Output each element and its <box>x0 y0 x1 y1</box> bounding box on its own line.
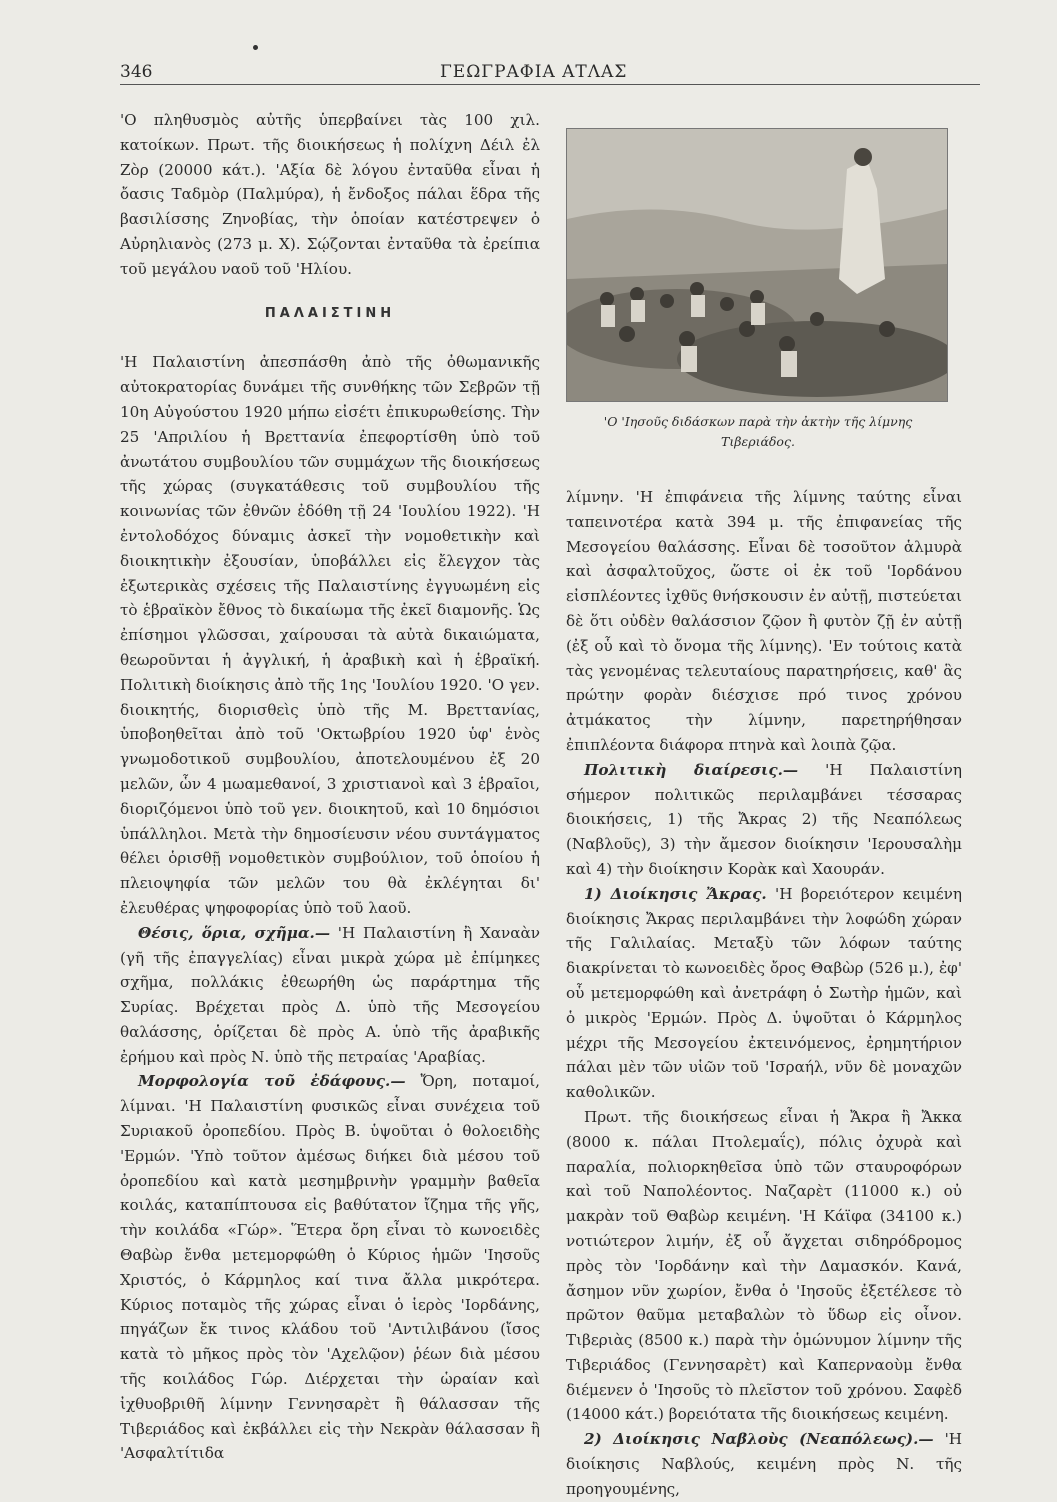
caption-line-2: Τιβεριάδος. <box>721 434 795 449</box>
paragraph-nablous <box>566 1427 962 1501</box>
paragraph-position <box>120 921 540 1070</box>
left-column <box>120 108 540 1466</box>
page-number: 346 <box>120 62 153 82</box>
right-column <box>566 485 962 1502</box>
paragraph-admin-division <box>566 758 962 882</box>
paragraph-morphology <box>120 1069 540 1466</box>
paragraph-mandate: 'Η Παλαιστίνη ἀπεσπάσθη ἀπὸ τῆς ὀθωμανικῆς αὐτοκρατορίας δυνάμει τῆς συνθήκης τῶν Σεβρῶν τῇ 10η Αὐγούστου 1920 μήπω εἰσέτι ἐπικυρωθείσης. Τὴν 25 'Απριλίου ἡ Βρεττανία ἐπεφορτίσθη ὑπὸ τοῦ ἀνωτάτου συμβουλίου τῶν συμμάχων τῆς διοικήσεως τῆς χώρας (συγκατάθεσις τοῦ συμβουλίου τῆς κοινωνίας τῶν ἐθνῶν ἐδόθη τῇ 24 'Ιουλίου 1922). 'Η ἐντολοδόχος δύναμις ἀσκεῖ τὴν νομοθετικὴν καὶ διοικητικὴν ἐξουσίαν, ὑποβάλλει εἰς ἔλεγχον τὰς ἐξωτερικὰς σχέσεις τῆς Παλαιστίνης ἐγγυωμένη εἰς τὸ ἑβραϊκὸν ἔθνος τὸ δικαίωμα τῆς ἐκεῖ διαμονῆς. Ὡς ἐπίσημοι γλῶσσαι, χαίρουσαι τὰ αὐτὰ δικαιώματα, θεωροῦνται ἡ ἀγγλική, ἡ ἀραβικὴ καὶ ἡ ἑβραϊκή. Πολιτικὴ διοίκησις ἀπὸ τῆς 1ης 'Ιουλίου 1920. 'Ο γεν. διοικητής, διορισθεὶς ὑπὸ τῆς Μ. Βρεττανίας, ὑποβοηθεῖται ἀπὸ τοῦ 'Οκτωβρίου 1920 ὑφ' ἑνὸς γνωμοδοτικοῦ συμβουλίου, ἀποτελουμένου ἐξ 20 μελῶν, ὧν 4 μωαμεθανοί, 3 χριστιανοὶ καὶ 3 ἑβραῖοι, διοριζόμενοι ὑπὸ τοῦ γεν. διοικητοῦ, καὶ 10 δημόσιοι ὑπάλληλοι. Μετὰ τὴν δημοσίευσιν νέου συντάγματος θέλει ὁρισθῇ νομοθετικὸν συμβούλιον, τοῦ ὁποίου ἡ πλειοψηφία τῶν μελῶν του θὰ ἐκλέγηται δι' ἐλευθέρας ψηφοφορίας ὑπὸ τοῦ λαοῦ. <box>120 353 540 917</box>
print-speck <box>253 45 258 50</box>
subheading-position: Θέσις, ὅρια, σχῆμα.— <box>138 923 331 942</box>
paragraph-admin-division-body: 'Η Παλαιστίνη σήμερον πολιτικῶς περιλαμβάνει τέσσαρας διοικήσεις, 1) τῆς Ἄκρας 2) τῆς Νεαπόλεως (Ναβλοῦς), 3) τὴν ἄμεσον διοίκησιν 'Ιερουσαλὴμ καὶ 4) τὴν διοίκησιν Κορὰκ καὶ Χαουράν. <box>566 760 962 878</box>
illustration-jesus-teaching <box>566 128 948 402</box>
subheading-nablous: 2) Διοίκησις Ναβλοὺς (Νεαπόλεως).— <box>584 1430 934 1449</box>
paragraph-position-body: 'Η Παλαιστίνη ἢ Χαναὰν (γῆ τῆς ἐπαγγελίας) εἶναι μικρὰ χώρα μὲ ἐπίμηκες σχῆμα, πολλάκις ἐθεωρήθη ὡς παράρτημα τῆς Συρίας. Βρέχεται πρὸς Δ. ὑπὸ τῆς Μεσογείου θαλάσσης, ὁρίζεται δὲ πρὸς Α. ὑπὸ τῆς ἀραβικῆς ἐρήμου καὶ πρὸς Ν. ὑπὸ τῆς πετραίας 'Αραβίας. <box>120 923 540 1066</box>
paragraph-akra-body: 'Η βορειότερον κειμένη διοίκησις Ἄκρας περιλαμβάνει τὴν λοφώδη χώραν τῆς Γαλιλαίας. Μεταξὺ τῶν λόφων ταύτης διακρίνεται τὸ κωνοειδὲς ὄρος Θαβὼρ (526 μ.), ἐφ' οὗ μετεμορφώθη καὶ ἀνετράφη ὁ Σωτὴρ ἡμῶν, καὶ ὁ μικρὸς 'Ερμών. Πρὸς Δ. ὑψοῦται ὁ Κάρμηλος μέχρι τῆς Μεσογείου ἐκτεινόμενος, ἐρημητήριον πάλαι μὲν τῶν υἱῶν τοῦ 'Ισραήλ, νῦν δὲ μοναχῶν καθολικῶν. <box>566 884 962 1102</box>
running-title: ΓΕΩΓΡΑΦΙΑ ΑΤΛΑΣ <box>440 62 628 82</box>
illustration-drawing <box>567 129 947 401</box>
paragraph-capital: Πρωτ. τῆς διοικήσεως εἶναι ἡ Ἄκρα ἢ Ἄκκα (8000 κ. πάλαι Πτολεμαΐς), πόλις ὀχυρὰ καὶ παραλία, πολιορκηθεῖσα ὑπὸ τῶν σταυροφόρων καὶ τοῦ Ναπολέοντος. Ναζαρὲτ (11000 κ.) οὐ μακρὰν τοῦ Θαβὼρ κειμένη. 'Η Κάϊφα (34100 κ.) νοτιώτερον λιμήν, ἐξ οὗ ἄγχεται σιδηρόδρομος πρὸς τὸν 'Ιορδάνην καὶ τὴν Δαμασκόν. Κανά, ἄσημον νῦν χωρίον, ἔνθα ὁ 'Ιησοῦς ἐξετέλεσε τὸ πρῶτον θαῦμα μεταβαλὼν τὸ ὕδωρ εἰς οἶνον. Τιβεριὰς (8500 κ.) παρὰ τὴν ὁμώνυμον λίμνην τῆς Τιβεριάδος (Γεννησαρὲτ) καὶ Καπερναοὺμ ἔνθα διέμενεν ὁ 'Ιησοῦς τὸ πλεῖστον τοῦ χρόνου. Σαφὲδ (14000 κάτ.) βορειότατα τῆς διοικήσεως κειμένη. <box>566 1107 962 1424</box>
paragraph-nablous-body: 'Η διοίκησις Ναβλούς, κειμένη πρὸς Ν. τῆς προηγουμένης, <box>566 1430 963 1498</box>
header-rule <box>120 84 980 85</box>
intro-paragraph: 'Ο πληθυσμὸς αὐτῆς ὑπερβαίνει τὰς 100 χιλ. κατοίκων. Πρωτ. τῆς διοικήσεως ἡ πολίχνη Δέιλ ἐλ Ζὸρ (20000 κάτ.). 'Αξία δὲ λόγου ἐνταῦθα εἶναι ἡ ὄασις Ταδμὸρ (Παλμύρα), ἡ ἔνδοξος πάλαι ἕδρα τῆς βασιλίσσης Ζηνοβίας, τὴν ὁποίαν κατέστρεψεν ὁ Αὐρηλιανὸς (273 μ. Χ). Σῴζονται ἐνταῦθα τὰ ἐρείπια τοῦ μεγάλου ναοῦ τοῦ 'Ηλίου. <box>120 111 540 278</box>
paragraph-lake: λίμνην. 'Η ἐπιφάνεια τῆς λίμνης ταύτης εἶναι ταπεινοτέρα κατὰ 394 μ. τῆς ἐπιφανείας τῆς Μεσογείου θαλάσσης. Εἶναι δὲ τοσοῦτον ἁλμυρὰ καὶ ἀσφαλτοῦχος, ὥστε οἱ ἐκ τοῦ 'Ιορδάνου εἰσπλέοντες ἰχθῦς θνήσκουσιν ἐν αὐτῇ, πιστεύεται δὲ ὅτι οὐδὲν θαλάσσιον ζῷον ἢ φυτὸν ζῇ ἐν αὐτῇ (ἐξ οὗ καὶ τὸ ὄνομα τῆς λίμνης). 'Εν τούτοις κατὰ τὰς γενομένας τελευταίους παρατηρήσεις, καθ' ἃς πρώτην φορὰν διέσχισε πρό τινος χρόνου ἀτμάκατος τὴν λίμνην, παρετηρήθησαν ἐπιπλέοντα διάφορα πτηνὰ καὶ λοιπὰ ζῷα. <box>566 488 962 754</box>
subheading-morphology: Μορφολογία τοῦ ἐδάφους.— <box>138 1072 406 1091</box>
section-heading: ΠΑΛΑΙΣΤΙΝΗ <box>264 305 396 321</box>
figure-caption <box>558 412 958 452</box>
page-header <box>120 62 980 92</box>
subheading-akra: 1) Διοίκησις Ἄκρας. <box>584 884 767 903</box>
paragraph-morphology-body: Ὄρη, ποταμοί, λίμναι. 'Η Παλαιστίνη φυσικῶς εἶναι συνέχεια τοῦ Συριακοῦ ὀροπεδίου. Πρὸς Β. ὑψοῦται ὁ θολοειδὴς 'Ερμών. 'Υπὸ τοῦτον ἀμέσως διήκει διὰ μέσου τοῦ ὀροπεδίου καὶ κατὰ μεσημβρινὴν γραμμὴν βαθεῖα κοιλάς, καταπίπτουσα εἰς βαθύτατον ἴζημα τῆς γῆς, τὴν κοιλάδα «Γώρ». Ἕτερα ὄρη εἶναι τὸ κωνοειδὲς Θαβὼρ ἔνθα μετεμορφώθη ὁ Κύριος ἡμῶν 'Ιησοῦς Χριστός, ὁ Κάρμηλος καί τινα ἄλλα μικρότερα. Κύριος ποταμὸς τῆς χώρας εἶναι ὁ ἱερὸς 'Ιορδάνης, πηγάζων ἔκ τινος κλάδου τοῦ 'Αντιλιβάνου (ἴσος κατὰ τὸ μῆκος πρὸς τὸν 'Αχελῷον) ῥέων διὰ μέσου τῆς κοιλάδος Γώρ. Διέρχεται τὴν ὡραίαν καὶ ἰχθυοβριθῆ λίμνην Γεννησαρὲτ ἢ θάλασσαν τῆς Τιβεριάδος καὶ ἐκβάλλει εἰς τὴν Νεκρὰν θάλασσαν ἢ 'Ασφαλτίτιδα <box>120 1072 540 1463</box>
caption-line-1: 'Ο 'Ιησοῦς διδάσκων παρὰ τὴν ἀκτὴν τῆς λίμνης <box>603 414 913 429</box>
paragraph-akra <box>566 882 962 1105</box>
subheading-admin-division: Πολιτικὴ διαίρεσις.— <box>584 760 799 779</box>
